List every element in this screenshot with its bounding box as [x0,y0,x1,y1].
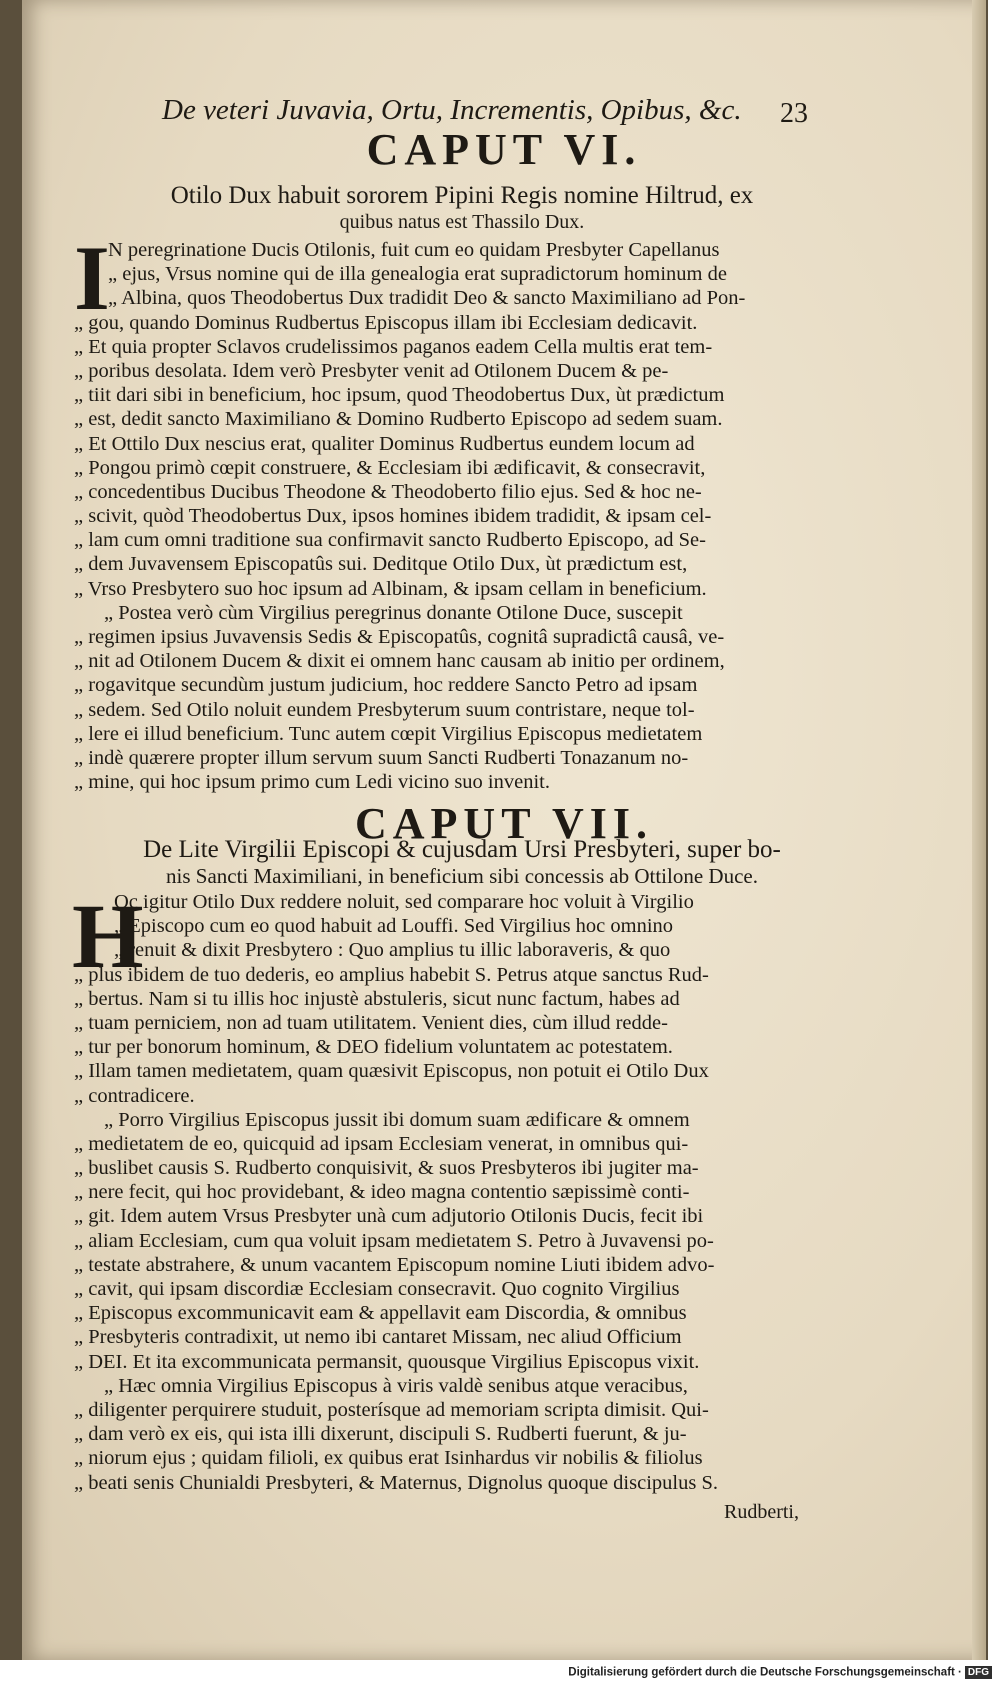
text-line: „ nere fecit, qui hoc providebant, & ideo magna contentio sæpissimè conti- [74,1181,690,1204]
text-line: „ plus ibidem de tuo dederis, eo amplius habebit S. Petrus atque sanctus Rud- [74,963,709,986]
text-line: „ diligenter perquirere studuit, posterísque ad memoriam scripta dimisit. Qui- [74,1398,709,1421]
chapter-7-heading: CAPUT VII. [355,799,653,848]
chapter-6-body [74,227,834,794]
text-line: „ Episcopo cum eo quod habuit ad Louffi. Sed Virgilius hoc omnino [114,915,674,938]
credit-text: Digitalisierung gefördert durch die Deutsche Forschungsgemeinschaft · [568,1666,962,1679]
chapter-7-body [72,885,834,1495]
text-line: „ tur per bonorum hominum, & DEO fidelium voluntatem ac potestatem. [74,1036,673,1059]
text-line: „ Porro Virgilius Episcopus jussit ibi domum suam ædificare & omnem [104,1108,690,1131]
text-line: „ Episcopus excommunicavit eam & appellavit eam Discordia, & omnibus [74,1302,687,1325]
page-number: 23 [780,98,808,129]
subtitle-line: Otilo Dux habuit sororem Pipini Regis nomine Hiltrud, ex [170,182,754,209]
drop-cap-i: I [74,227,110,329]
text-line: „ regimen ipsius Juvavensis Sedis & Episcopatûs, cognitâ supradictâ causâ, ve- [74,626,725,648]
text-line: „ DEI. Et ita excommunicata permansit, quousque Virgilius Episcopus vixit. [74,1350,700,1373]
drop-cap-h: H [72,885,144,987]
text-line: „ buslibet causis S. Rudberto conquisivit, & suos Presbyteros ibi jugiter ma- [74,1157,699,1180]
text-line: „ lere ei illud beneficium. Tunc autem cœpit Virgilius Episcopus medietatem [74,722,703,745]
running-title: De veteri Juvavia, Ortu, Incrementis, Opibus, &c. [162,94,742,126]
dfg-logo: DFG [965,1666,992,1679]
chapter-6-subtitle [82,182,842,236]
text-line: „ dam verò ex eis, qui ista illi dixerunt, discipuli S. Rudberti fuerunt, & ju- [74,1423,687,1446]
subtitle-line: quibus natus est Thassilo Dux. [339,211,585,233]
text-line: „ Vrso Presbytero suo hoc ipsum ad Albinam, & ipsam cellam in beneficium. [74,577,707,600]
text-line: „ concedentibus Ducibus Theodone & Theodoberto filio ejus. Sed & hoc ne- [74,480,702,503]
text-line: „ cavit, qui ipsam discordiæ Ecclesiam consecravit. Quo cognito Virgilius [74,1278,680,1300]
digitization-credit [0,1662,992,1688]
text-line: „ tiit dari sibi in beneficium, hoc ipsum, quod Theodobertus Dux, ùt prædictum [74,384,725,407]
book-page [22,0,986,1660]
catchword: Rudberti, [724,1501,799,1523]
text-line: „ renuit & dixit Presbytero : Quo amplius tu illic laboraveris, & quo [114,939,671,962]
text-line: „ ejus, Vrsus nomine qui de illa genealogia erat supradictorum hominum de [108,263,727,286]
text-line: „ Presbyteris contradixit, ut nemo ibi cantaret Missam, nec aliud Officium [74,1326,682,1349]
text-line: Oc igitur Otilo Dux reddere noluit, sed comparare hoc voluit à Virgilio [114,891,694,913]
text-line: „ dem Juvavensem Episcopatûs sui. Deditque Otilo Dux, ùt prædictum est, [74,553,688,576]
text-line: „ medietatem de eo, quicquid ad ipsam Ecclesiam venerat, in omnibus qui- [74,1132,689,1155]
text-line: „ lam cum omni traditione sua confirmavit sancto Rudberto Episcopo, ad Se- [74,529,706,552]
text-line: „ est, dedit sancto Maximiliano & Domino Rudberto Episcopo ad sedem suam. [74,408,723,431]
text-line: „ beati senis Chunialdi Presbyteri, & Maternus, Dignolus quoque discipulus S. [74,1471,718,1494]
text-line: „ Hæc omnia Virgilius Episcopus à viris valdè senibus atque veracibus, [104,1374,688,1397]
text-line: „ sedem. Sed Otilo noluit eundem Presbyterum suum contristare, neque tol- [74,698,695,721]
text-line: „ scivit, quòd Theodobertus Dux, ipsos homines ibidem tradidit, & ipsam cel- [74,505,712,528]
chapter-6-heading: CAPUT VI. [366,125,642,174]
text-line: „ niorum ejus ; quidam filioli, ex quibus erat Isinhardus vir nobilis & filiolus [74,1447,703,1470]
text-line: „ rogavitque secundùm justum judicium, hoc reddere Sancto Petro ad ipsam [74,674,698,697]
text-line: „ mine, qui hoc ipsum primo cum Ledi vicino suo invenit. [74,771,550,794]
text-line: „ Pongou primò cœpit construere, & Ecclesiam ibi ædificavit, & consecravit, [74,456,706,479]
text-line: „ contradicere. [74,1084,195,1107]
text-line: „ tuam perniciem, non ad tuam utilitatem. Venient dies, cùm illud redde- [74,1011,668,1034]
text-line: „ aliam Ecclesiam, cum qua voluit ipsam medietatem S. Petro à Juvavensi po- [74,1229,714,1252]
chapter-7-subtitle [82,836,842,890]
subtitle-line: De Lite Virgilii Episcopi & cujusdam Ursi Presbyteri, super bo- [143,836,781,863]
text-line: N peregrinatione Ducis Otilonis, fuit cum eo quidam Presbyter Capellanus [108,239,720,261]
text-line: „ bertus. Nam si tu illis hoc injustè abstuleris, sicut nunc factum, habes ad [74,987,680,1010]
text-line: „ Illam tamen medietatem, quam quæsivit Episcopus, non potuit ei Otilo Dux [74,1060,709,1083]
text-line: „ git. Idem autem Vrsus Presbyter unà cum adjutorio Otilonis Ducis, fecit ibi [74,1205,704,1228]
text-line: „ indè quærere propter illum servum suum Sancti Rudberti Tonazanum no- [74,746,689,769]
text-line: „ gou, quando Dominus Rudbertus Episcopus illam ibi Ecclesiam dedicavit. [74,311,698,334]
text-line: „ poribus desolata. Idem verò Presbyter venit ad Otilonem Ducem & pe- [74,359,669,382]
subtitle-line: nis Sancti Maximiliani, in beneficium sibi concessis ab Ottilone Duce. [166,864,758,888]
text-line: „ Et Ottilo Dux nescius erat, qualiter Dominus Rudbertus eundem locum ad [74,432,695,455]
text-line: „ testate abstrahere, & unum vacantem Episcopum nomine Liuti ibidem advo- [74,1253,715,1276]
text-line: „ Et quia propter Sclavos crudelissimos paganos eadem Cella multis erat tem- [74,335,713,358]
text-line: „ Postea verò cùm Virgilius peregrinus donante Otilone Duce, suscepit [104,601,683,624]
text-line: „ Albina, quos Theodobertus Dux tradidit Deo & sancto Maximiliano ad Pon- [108,287,746,310]
text-line: „ nit ad Otilonem Ducem & dixit ei omnem hanc causam ab initio per ordinem, [74,650,725,673]
